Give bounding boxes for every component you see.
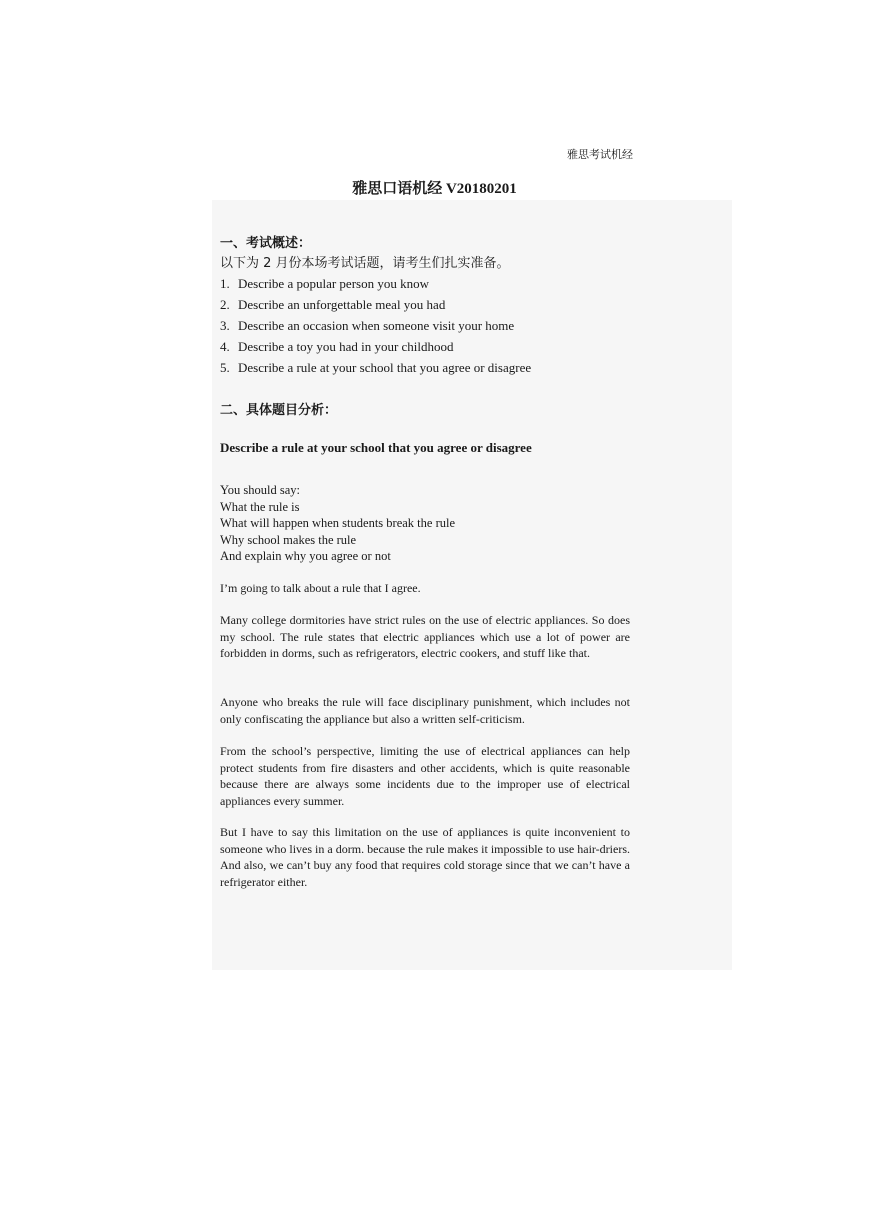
section-1-heading: 一、考试概述： [220, 236, 312, 251]
answer-paragraph: From the school’s perspective, limiting the use of electrical appliances can help protect students from fire disasters and other accidents, which is quite reasonable because there are always some incidents due to the improper use of electrical appliances every summer. [220, 744, 630, 808]
answer-paragraph: But I have to say this limitation on the use of appliances is quite inconvenient to someone who lives in a dorm. because the rule makes it impossible to use hair-driers. And also, we can’t buy any food that requires cold storage since that we can’t have a refrigerator either. [220, 825, 630, 889]
section-1-intro: 以下为 2 月份本场考试话题，请考生们扎实准备。 [220, 256, 510, 271]
list-item-text: Describe a toy you had in your childhood [238, 339, 454, 354]
list-item [220, 357, 531, 378]
prompt-line: And explain why you agree or not [220, 549, 391, 563]
list-item [220, 273, 531, 294]
header-tag: 雅思考试机经 [567, 148, 633, 161]
answer-paragraph: Many college dormitories have strict rules on the use of electric appliances. So does my school. The rule states that electric appliances which use a lot of power are forbidden in dorms, such as refrigerators, electric cookers, and stuff like that. [220, 613, 630, 660]
list-item-text: Describe a rule at your school that you agree or disagree [238, 360, 532, 375]
topic-list [220, 273, 531, 378]
list-item-text: Describe an unforgettable meal you had [238, 297, 446, 312]
list-item [220, 336, 531, 357]
section-2-heading: 二、具体题目分析： [220, 403, 338, 418]
answer-paragraph: I’m going to talk about a rule that I agree. [220, 581, 421, 595]
document-title: 雅思口语机经 V20180201 [352, 181, 517, 197]
question-title: Describe a rule at your school that you agree or disagree [220, 440, 532, 455]
list-item-number: 1. [220, 276, 230, 291]
list-item-number: 4. [220, 339, 230, 354]
list-item [220, 294, 531, 315]
prompt-line: What will happen when students break the rule [220, 516, 455, 530]
list-item-text: Describe a popular person you know [238, 276, 429, 291]
prompt-line: You should say: [220, 483, 300, 497]
list-item-text: Describe an occasion when someone visit your home [238, 318, 515, 333]
prompt-line: Why school makes the rule [220, 532, 357, 547]
prompt-line: What the rule is [220, 499, 300, 514]
list-item [220, 315, 531, 336]
list-item-number: 3. [220, 318, 230, 333]
list-item-number: 2. [220, 297, 230, 312]
cue-card-prompts [220, 482, 455, 565]
list-item-number: 5. [220, 360, 230, 375]
answer-paragraph: Anyone who breaks the rule will face disciplinary punishment, which includes not only confiscating the appliance but also a written self-criticism. [220, 695, 630, 726]
